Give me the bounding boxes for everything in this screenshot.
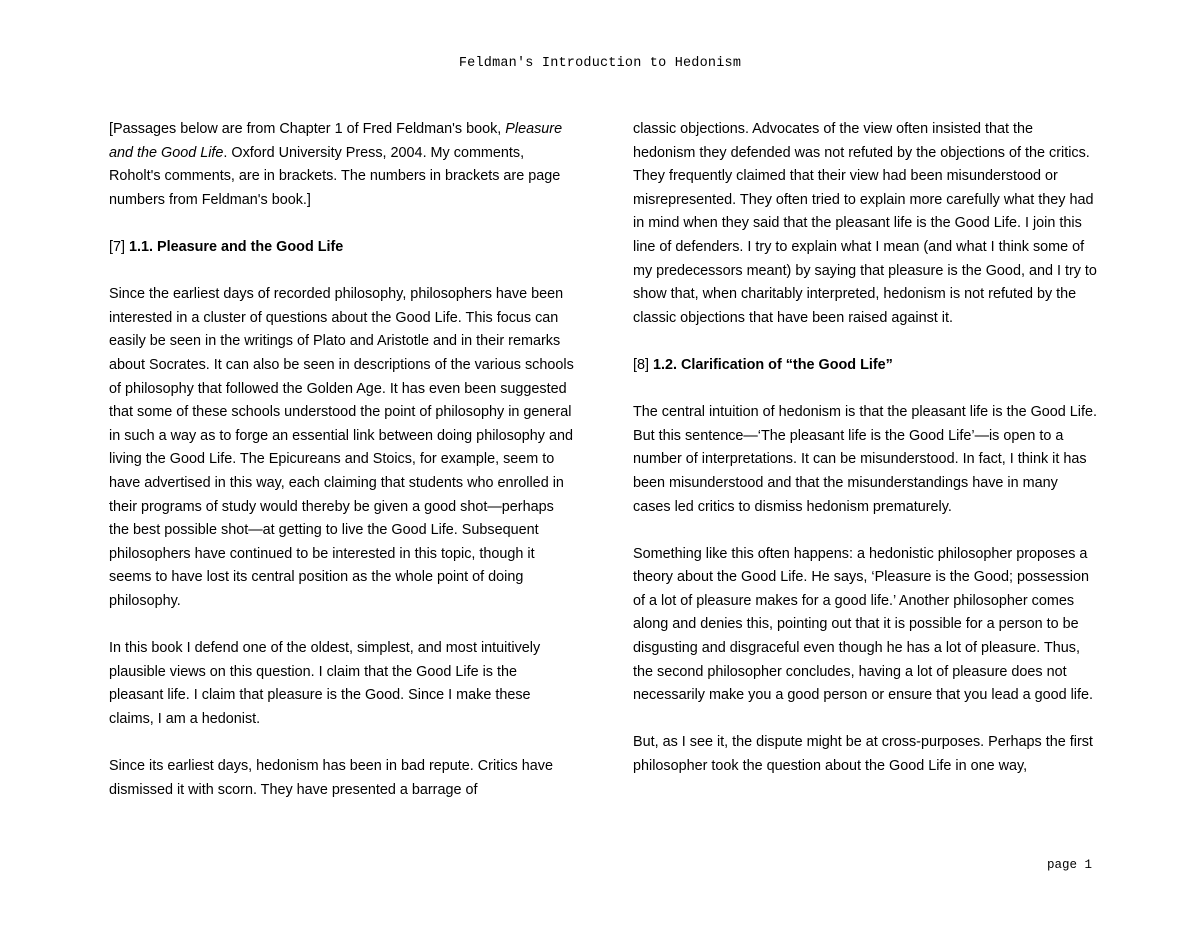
body-paragraph: classic objections. Advocates of the view often insisted that the hedonism they defended was not refuted by the objections of the critics. They frequently claimed that their view had been misunderstood or misrepresented. They often tried to explain more carefully what they had in mind when they said that the pleasant life is the Good Life. I join this line of defenders. I try to explain what I mean (and what I think some of my predecessors meant) by saying that pleasure is the Good, and I try to show that, when charitably interpreted, hedonism is not refuted by the classic objections that have been raised against it.	[633, 121, 1097, 326]
section-title: 1.1. Pleasure and the Good Life	[129, 238, 344, 255]
section-page-ref: [8]	[633, 356, 653, 373]
body-paragraph: In this book I defend one of the oldest, simplest, and most intuitively plausible views on this question. I claim that the Good Life is the pleasant life. I claim that pleasure is the Good. Since I make these claims, I am a hedonist.	[109, 640, 541, 727]
section-heading-1-1	[109, 236, 575, 260]
body-paragraph: The central intuition of hedonism is that the pleasant life is the Good Life. But this sentence—‘The pleasant life is the Good Life’—is open to a number of interpretations. It can be misunderstood. In fact, I think it has been misunderstood and that the misunderstandings have in many cases led critics to dismiss hedonism prematurely.	[633, 404, 1097, 515]
section-page-ref: [7]	[109, 238, 129, 255]
book-title: Pleasure and the Good Life	[109, 121, 563, 161]
left-column	[109, 118, 575, 826]
page-number: page 1	[1047, 858, 1093, 872]
body-paragraph: Since the earliest days of recorded philosophy, philosophers have been interested in a cluster of questions about the Good Life. This focus can easily be seen in the writings of Plato and Aristotle and in their remarks about Socrates. It can also be seen in descriptions of the various schools of philosophy that followed the Golden Age. It has even been suggested that some of these schools understood the point of philosophy in general in such a way as to forge an essential link between doing philosophy and living the Good Life. The Epicureans and Stoics, for example, seem to have advertised in this way, each claiming that students who enrolled in their programs of study would thereby be given a good shot—perhaps the best possible shot—at getting to live the Good Life. Subsequent philosophers have continued to be interested in this topic, though it seems to have lost its central position as the whole point of doing philosophy.	[109, 286, 574, 609]
running-header: Feldman's Introduction to Hedonism	[458, 56, 742, 71]
body-paragraph: Since its earliest days, hedonism has been in bad repute. Critics have dismissed it with scorn. They have presented a barrage of	[109, 758, 553, 798]
intro-prefix: [Passages below are from Chapter 1 of Fred Feldman's book,	[109, 121, 506, 137]
intro-paragraph	[109, 118, 575, 212]
section-heading-1-2	[633, 354, 1099, 378]
section-title: 1.2. Clarification of “the Good Life”	[653, 356, 893, 373]
intro-suffix: . Oxford University Press, 2004. My comments, Roholt's comments, are in brackets. The numbers in brackets are page numbers from Feldman's book.]	[109, 144, 561, 208]
right-column	[633, 118, 1099, 802]
body-paragraph: Something like this often happens: a hedonistic philosopher proposes a theory about the Good Life. He says, ‘Pleasure is the Good; possession of a lot of pleasure makes for a good life.’ Another philosopher comes along and denies this, pointing out that it is possible for a person to be disgusting and disgraceful even though he has a lot of pleasure. Thus, the second philosopher concludes, having a lot of pleasure does not necessarily make you a good person or ensure that you lead a good life.	[633, 545, 1093, 704]
body-paragraph: But, as I see it, the dispute might be at cross-purposes. Perhaps the first philosopher took the question about the Good Life in one way,	[633, 734, 1093, 775]
